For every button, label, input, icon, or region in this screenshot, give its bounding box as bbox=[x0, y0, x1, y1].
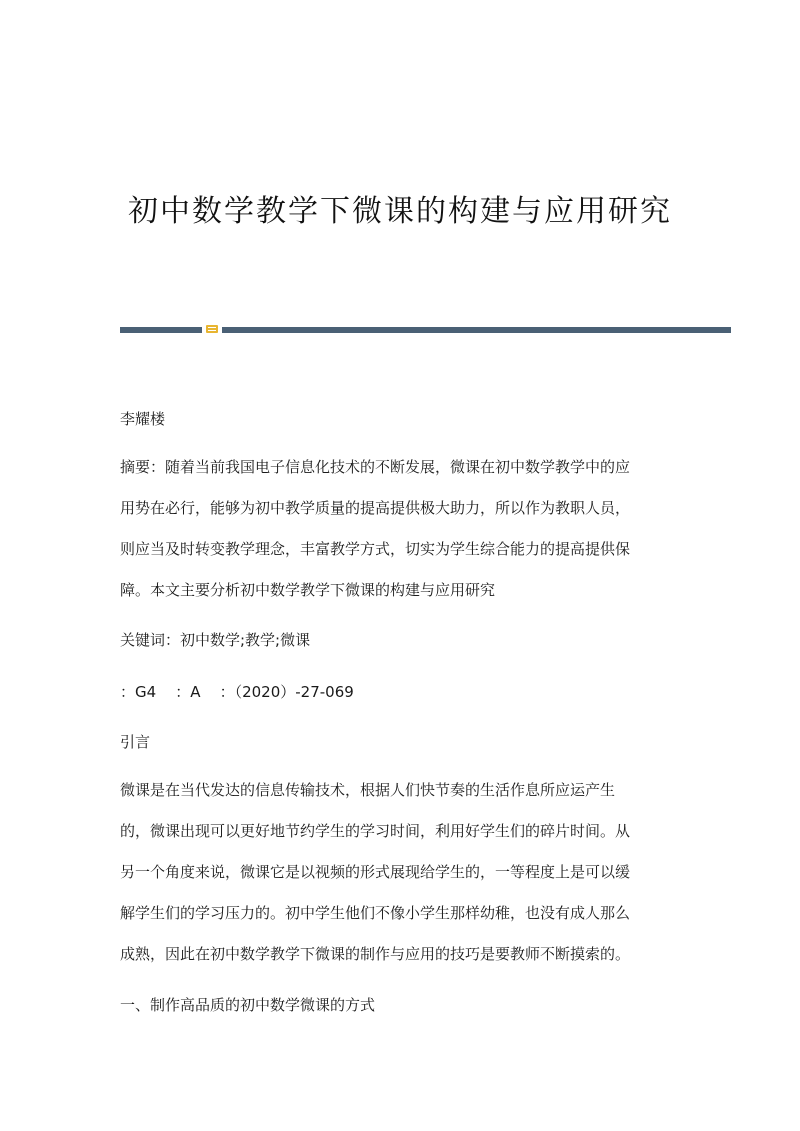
section-heading: 一、制作高品质的初中数学微课的方式 bbox=[120, 996, 376, 1014]
divider-right-bar bbox=[222, 327, 731, 333]
divider-ornament-icon bbox=[206, 324, 218, 334]
intro-line: 微课是在当代发达的信息传输技术，根据人们快节奏的生活作息所应运产生 bbox=[120, 781, 616, 799]
divider-left-bar bbox=[120, 327, 202, 333]
title-divider bbox=[120, 324, 731, 334]
intro-line: 成熟，因此在初中数学教学下微课的制作与应用的技巧是要教师不断摸索的。 bbox=[120, 945, 631, 963]
abstract-line: 摘要：随着当前我国电子信息化技术的不断发展，微课在初中数学教学中的应 bbox=[120, 458, 631, 476]
intro-line: 解学生们的学习压力的。初中学生他们不像小学生那样幼稚，也没有成人那么 bbox=[120, 904, 631, 922]
abstract-line: 则应当及时转变教学理念，丰富教学方式，切实为学生综合能力的提高提供保 bbox=[120, 540, 631, 558]
document-title: 初中数学教学下微课的构建与应用研究 bbox=[128, 194, 672, 229]
author-name: 李耀楼 bbox=[120, 410, 166, 428]
keywords-line: 关键词：初中数学;教学;微课 bbox=[120, 631, 311, 649]
abstract-line: 用势在必行，能够为初中教学质量的提高提供极大助力，所以作为教职人员， bbox=[120, 499, 631, 517]
intro-line: 的，微课出现可以更好地节约学生的学习时间，利用好学生们的碎片时间。从 bbox=[120, 822, 631, 840]
intro-line: 另一个角度来说，微课它是以视频的形式展现给学生的，一等程度上是可以缓 bbox=[120, 863, 631, 881]
abstract-line: 障。本文主要分析初中数学教学下微课的构建与应用研究 bbox=[120, 581, 496, 599]
classification-line: ：G4 ：A ：（2020）-27-069 bbox=[120, 683, 354, 701]
intro-heading: 引言 bbox=[120, 733, 151, 751]
